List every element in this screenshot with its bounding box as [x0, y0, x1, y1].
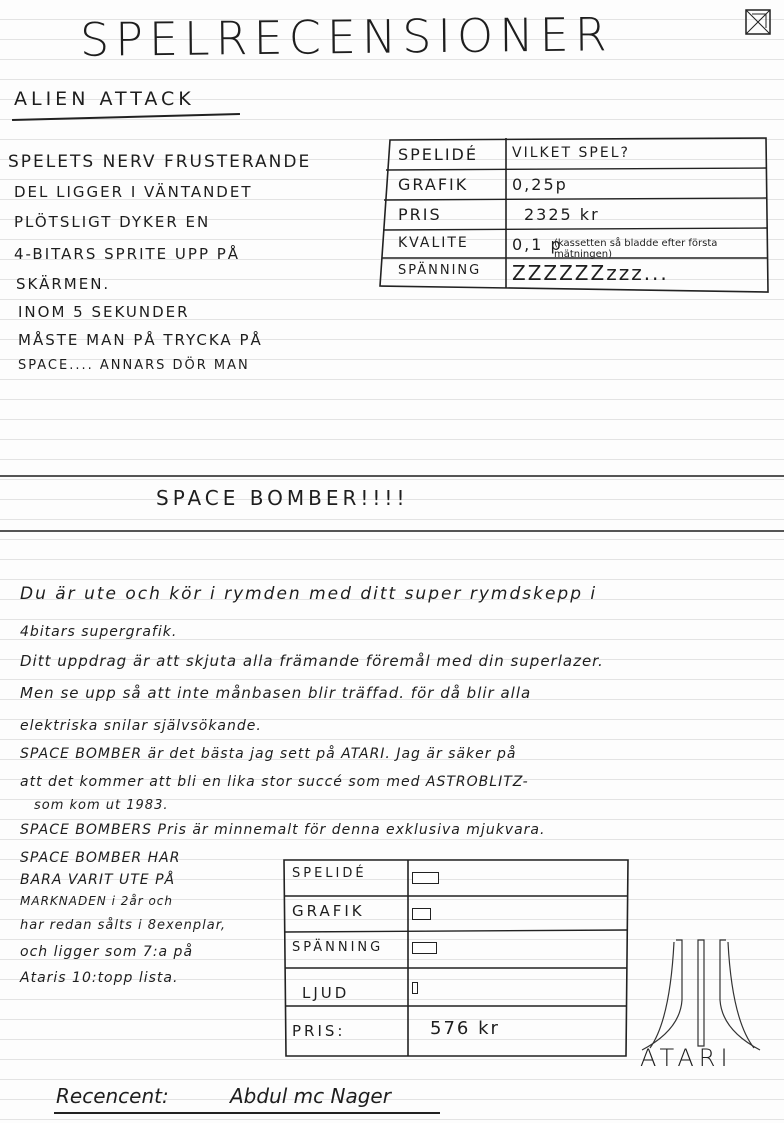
review1-row-value: 2325 kr	[524, 205, 600, 224]
review1-table-row	[378, 170, 772, 200]
review2-side-line: och ligger som 7:a på	[20, 944, 194, 960]
review2-heading: SPACE BOMBER!!!!	[156, 486, 409, 510]
review1-table-row	[378, 258, 772, 288]
rating-label-grafik: GRAFIK	[292, 902, 365, 920]
rating-label-spelide: SPELIDÉ	[292, 866, 367, 881]
corner-doodle-icon	[744, 8, 772, 36]
review1-rating-table	[378, 136, 772, 294]
review2-side-line: BARA VARIT UTE PÅ	[20, 872, 176, 888]
review2-side-line: SPACE BOMBER HAR	[20, 850, 181, 866]
rating-bar-spanning	[412, 942, 437, 954]
review1-row-label: PRIS	[398, 205, 442, 224]
review1-row-label: GRAFIK	[398, 175, 469, 194]
rating-label-spanning: SPÄNNING	[292, 940, 384, 955]
price-value: 576 kr	[430, 1018, 500, 1039]
review1-row-value: VILKET SPEL?	[512, 145, 630, 161]
review2-rating-table	[280, 858, 632, 1058]
review1-line: SPACE.... ANNARS DÖR MAN	[18, 358, 250, 373]
section-divider-top	[0, 475, 784, 477]
review1-row-value: 0,1 p	[512, 235, 563, 254]
review1-line: 4-BITARS SPRITE UPP PÅ	[14, 245, 241, 263]
review1-table-row	[378, 230, 772, 260]
review2-side-line: har redan sålts i 8exenplar,	[20, 918, 227, 933]
review1-row-label: KVALITE	[398, 235, 469, 251]
review2-line: elektriska snilar självsökande.	[20, 718, 262, 734]
review2-line: Ditt uppdrag är att skjuta alla främande föremål med din superlazer.	[20, 652, 604, 670]
review2-line: SPACE BOMBERS Pris är minnemalt för denna exklusiva mjukvara.	[20, 822, 546, 838]
review1-line: PLÖTSLIGT DYKER EN	[14, 213, 211, 231]
review2-line: att det kommer att bli en lika stor succé som med ASTROBLITZ-	[20, 774, 529, 790]
review1-table-row	[378, 200, 772, 230]
price-label: PRIS:	[292, 1022, 346, 1040]
review1-row-label: SPELIDÉ	[398, 145, 478, 164]
review1-line: MÅSTE MAN PÅ TRYCKA PÅ	[18, 331, 263, 349]
review1-line: DEL LIGGER I VÄNTANDET	[14, 183, 253, 201]
page-title: SPELRECENSIONER	[79, 7, 613, 67]
review2-side-line: Ataris 10:topp lista.	[20, 970, 179, 986]
review2-line: 4bitars supergrafik.	[20, 624, 178, 640]
rating-label-ljud: LJUD	[302, 984, 350, 1002]
review2-side-line: MARKNADEN i 2år och	[20, 894, 173, 908]
reviewer-name: Abdul mc Nager	[230, 1084, 391, 1108]
reviewer-label: Recencent:	[56, 1084, 169, 1108]
rating-bar-spelide	[412, 872, 439, 884]
rating-bar-ljud	[412, 982, 418, 994]
review1-heading-underline	[12, 113, 240, 121]
review1-line: INOM 5 SEKUNDER	[18, 303, 190, 321]
review1-line: SKÄRMEN.	[16, 275, 111, 293]
review1-row-label: SPÄNNING	[398, 263, 482, 278]
review1-table-row	[378, 140, 772, 170]
atari-logo-text: ATARI	[640, 1044, 733, 1072]
review2-line: som kom ut 1983.	[34, 798, 169, 813]
review1-row-value: ZZZZZZzzz...	[512, 261, 669, 285]
review1-heading: ALIEN ATTACK	[14, 88, 195, 110]
review1-row-value: 0,25p	[512, 175, 568, 194]
review2-line: Men se upp så att inte månbasen blir träffad. för då blir alla	[20, 684, 532, 702]
rating-bar-grafik	[412, 908, 431, 920]
review2-line: Du är ute och kör i rymden med ditt super rymdskepp i	[20, 584, 598, 604]
reviewer-underline	[54, 1112, 440, 1114]
review1-line: SPELETS NERV FRUSTERANDE	[8, 152, 312, 172]
review1-row-note: (kassetten så bladde efter första mätningen)	[554, 238, 718, 260]
review2-line: SPACE BOMBER är det bästa jag sett på ATARI. Jag är säker på	[20, 746, 517, 762]
section-divider-bottom	[0, 530, 784, 532]
